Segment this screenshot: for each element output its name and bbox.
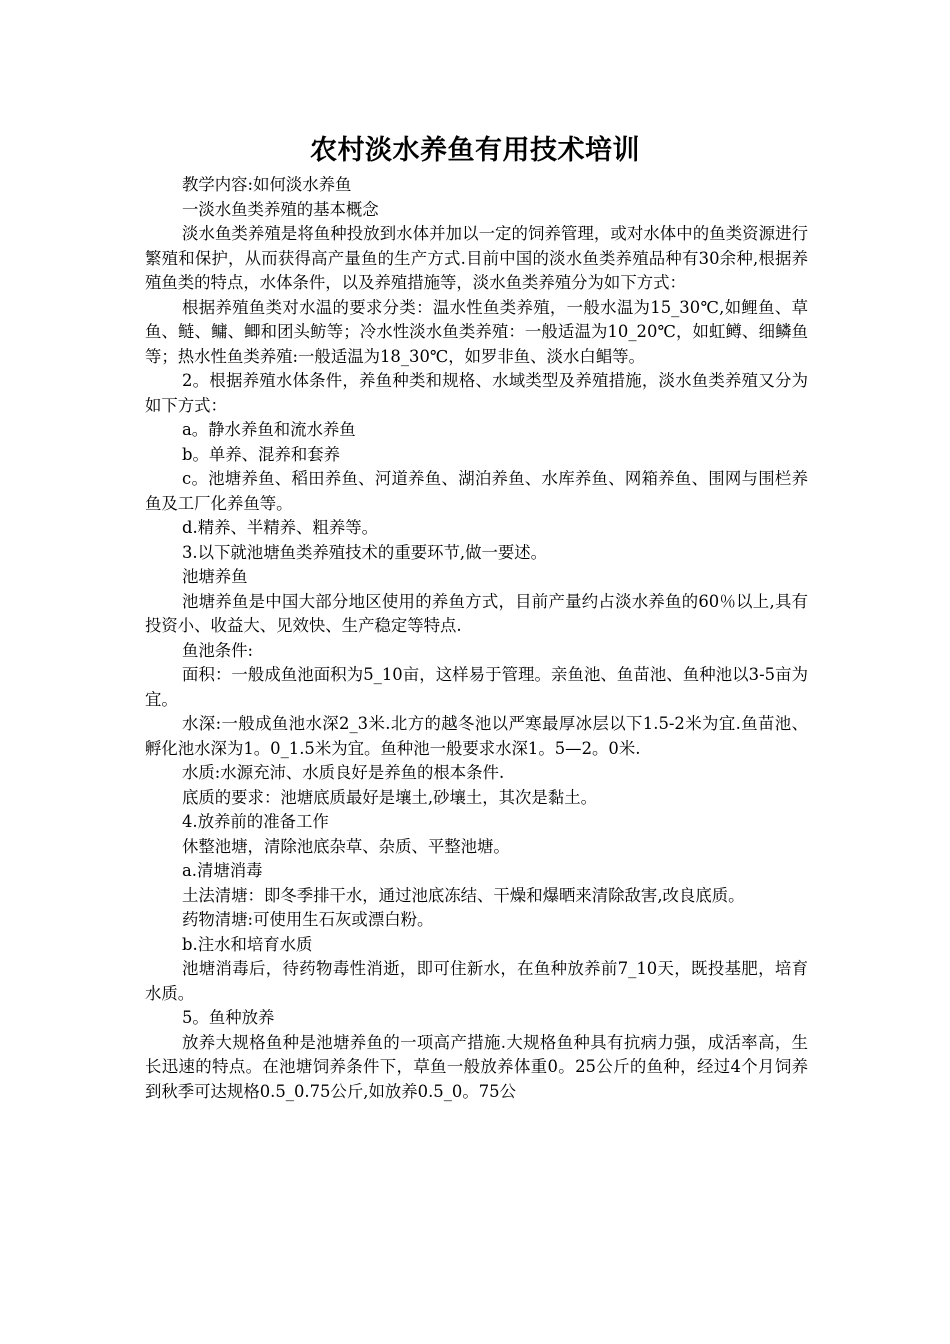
paragraph: 面积：一般成鱼池面积为5_10亩，这样易于管理。亲鱼池、鱼苗池、鱼种池以3-5亩为宜。 [145, 665, 808, 709]
paragraph: 鱼池条件: [182, 640, 254, 660]
paragraph: 水深:一般成鱼池水深2_3米.北方的越冬池以严寒最厚冰层以下1.5-2米为宜.鱼苗池、孵化池水深为1。0_1.5米为宜。鱼种池一般要求水深1。5—2。0米. [145, 714, 808, 758]
paragraph: 池塘养鱼 [182, 567, 248, 586]
paragraph: 教学内容:如何淡水养鱼 [182, 175, 352, 194]
document-body [145, 173, 808, 1104]
paragraph: 5。鱼种放养 [182, 1008, 275, 1027]
paragraph: 土法清塘：即冬季排干水，通过池底冻结、干燥和爆晒来清除敌害,改良底质。 [182, 885, 745, 905]
paragraph: 根据养殖鱼类对水温的要求分类：温水性鱼类养殖，一般水温为15_30℃,如鲤鱼、草鱼、鲢、鳙、鲫和团头鲂等；冷水性淡水鱼类养殖：一般适温为10_20℃，如虹鳟、细鳞鱼等；热水性鱼类养殖:一般适温为18_30℃，如罗非鱼、淡水白鲳等。 [145, 297, 808, 366]
document-title: 农村淡水养鱼有用技术培训 [310, 135, 640, 166]
paragraph: 池塘养鱼是中国大部分地区使用的养鱼方式，目前产量约占淡水养鱼的60％以上,具有投资小、收益大、见效快、生产稳定等特点. [145, 591, 808, 635]
paragraph: a.清塘消毒 [182, 861, 263, 880]
paragraph: 3.以下就池塘鱼类养殖技术的重要环节,做一要述。 [182, 542, 548, 562]
paragraph: a。静水养鱼和流水养鱼 [182, 420, 356, 439]
paragraph: d.精养、半精养、粗养等。 [182, 518, 378, 537]
paragraph: 药物清塘:可使用生石灰或漂白粉。 [182, 910, 434, 929]
paragraph: 2。根据养殖水体条件，养鱼种类和规格、水域类型及养殖措施，淡水鱼类养殖又分为如下方式： [145, 371, 808, 415]
paragraph: c。池塘养鱼、稻田养鱼、河道养鱼、湖泊养鱼、水库养鱼、网箱养鱼、围网与围栏养鱼及工厂化养鱼等。 [145, 469, 808, 513]
paragraph: 淡水鱼类养殖是将鱼种投放到水体并加以一定的饲养管理，或对水体中的鱼类资源进行繁殖和保护，从而获得高产量鱼的生产方式.目前中国的淡水鱼类养殖品种有30余种,根据养殖鱼类的特点，水体条件，以及养殖措施等，淡水鱼类养殖分为如下方式： [145, 224, 808, 292]
paragraph: 放养大规格鱼种是池塘养鱼的一项高产措施.大规格鱼种具有抗病力强，成活率高，生长迅速的特点。在池塘饲养条件下，草鱼一般放养体重0。25公斤的鱼种，经过4个月饲养到秋季可达规格0.5_0.75公斤,如放养0.5_0。75公 [145, 1032, 808, 1101]
paragraph: 池塘消毒后，待药物毒性消逝，即可住新水，在鱼种放养前7_10天，既投基肥，培育水质。 [145, 959, 808, 1003]
paragraph: b。单养、混养和套养 [182, 444, 341, 464]
paragraph: 一淡水鱼类养殖的基本概念 [182, 199, 379, 219]
paragraph: 4.放养前的准备工作 [182, 812, 329, 831]
paragraph: 底质的要求：池塘底质最好是壤土,砂壤土，其次是黏土。 [182, 787, 597, 807]
paragraph: 休整池塘，清除池底杂草、杂质、平整池塘。 [182, 836, 510, 856]
paragraph: 水质:水源充沛、水质良好是养鱼的根本条件. [182, 763, 505, 782]
paragraph: b.注水和培育水质 [182, 934, 313, 954]
